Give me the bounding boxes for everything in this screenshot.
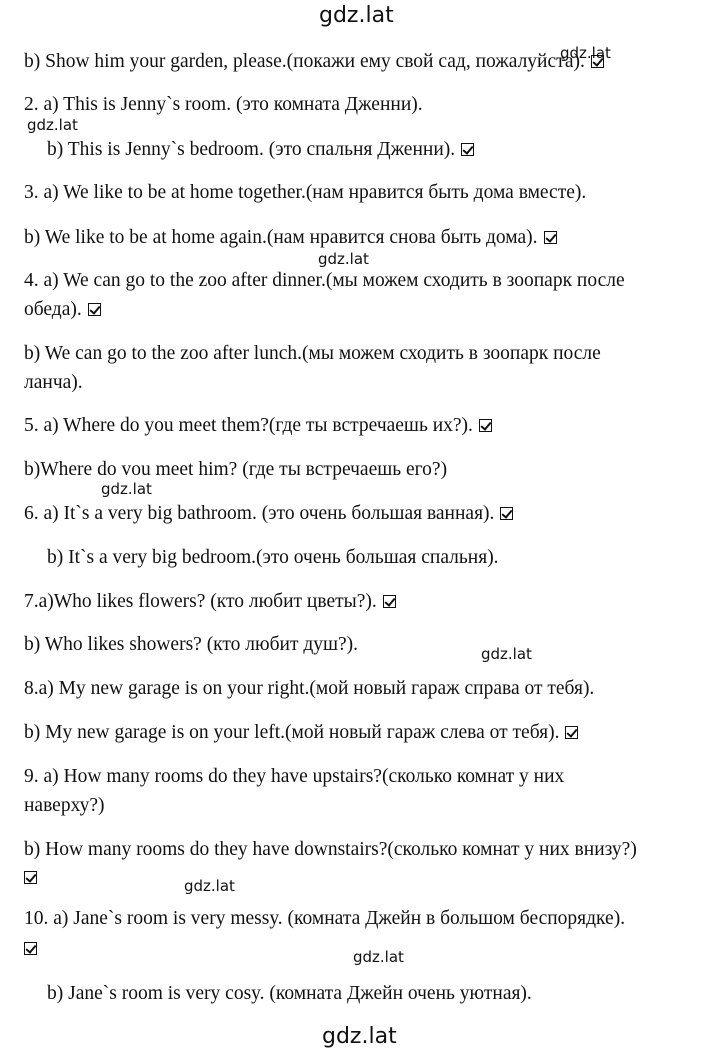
watermark: gdz.lat: [101, 480, 152, 498]
watermark-top: gdz.lat: [319, 3, 394, 28]
text-line: b) We can go to the zoo after lunch.(мы можем сходить в зоопарк после: [24, 343, 601, 364]
text-line: b) Jane`s room is very cosy. (комната Джейн очень уютная).: [47, 983, 532, 1004]
text-line: 2. a) This is Jenny`s room. (это комната Дженни).: [24, 94, 423, 115]
text-line: [24, 937, 37, 961]
watermark: gdz.lat: [481, 645, 532, 663]
text-line: 5. a) Where do you meet them?(где ты встречаешь их?).: [24, 414, 492, 438]
checked-box-icon: [383, 595, 396, 608]
text-line: 8.a) My new garage is on your right.(мой новый гараж справа от тебя).: [24, 678, 595, 699]
text-line: b) This is Jenny`s bedroom. (это спальня Дженни).: [47, 138, 474, 162]
text-line: b) We like to be at home again.(нам нравится снова быть дома).: [24, 226, 557, 250]
watermark: gdz.lat: [27, 116, 78, 134]
text-line: 7.a)Who likes flowers? (кто любит цветы?).: [24, 590, 396, 614]
text-line: [24, 866, 37, 890]
text-line: ланча).: [24, 372, 83, 393]
text-line: 9. a) How many rooms do they have upstairs?(сколько комнат у них: [24, 766, 565, 787]
text-line: 3. a) We like to be at home together.(нам нравится быть дома вместе).: [24, 182, 587, 203]
checked-box-icon: [479, 419, 492, 432]
text-line: b)Where do vou meet him? (где ты встречаешь его?): [24, 459, 448, 480]
text-line: наверху?): [24, 795, 105, 816]
checked-box-icon: [591, 55, 604, 68]
text-line: b) Show him your garden, please.(покажи ему свой сад, пожалуйста).: [24, 50, 604, 74]
watermark: gdz.lat: [353, 948, 404, 966]
checked-box-icon: [461, 143, 474, 156]
text-line: обеда).: [24, 298, 101, 322]
checked-box-icon: [565, 726, 578, 739]
checked-box-icon: [24, 871, 37, 884]
text-line: b) Who likes showers? (кто любит душ?).: [24, 634, 359, 655]
text-line: b) My new garage is on your left.(мой новый гараж слева от тебя).: [24, 721, 578, 745]
text-line: 6. a) It`s a very big bathroom. (это очень большая ванная).: [24, 502, 513, 526]
text-line: 4. a) We can go to the zoo after dinner.(мы можем сходить в зоопарк после: [24, 270, 625, 291]
text-line: b) How many rooms do they have downstairs?(сколько комнат у них внизу?): [24, 839, 637, 860]
text-line: 10. a) Jane`s room is very messy. (комната Джейн в большом беспорядке).: [24, 908, 626, 929]
checked-box-icon: [500, 507, 513, 520]
watermark: gdz.lat: [318, 250, 369, 268]
checked-box-icon: [88, 303, 101, 316]
watermark-bottom: gdz.lat: [322, 1024, 397, 1049]
text-line: b) It`s a very big bedroom.(это очень большая спальня).: [47, 547, 499, 568]
watermark: gdz.lat: [560, 44, 611, 62]
checked-box-icon: [544, 231, 557, 244]
checked-box-icon: [24, 942, 37, 955]
watermark: gdz.lat: [184, 877, 235, 895]
